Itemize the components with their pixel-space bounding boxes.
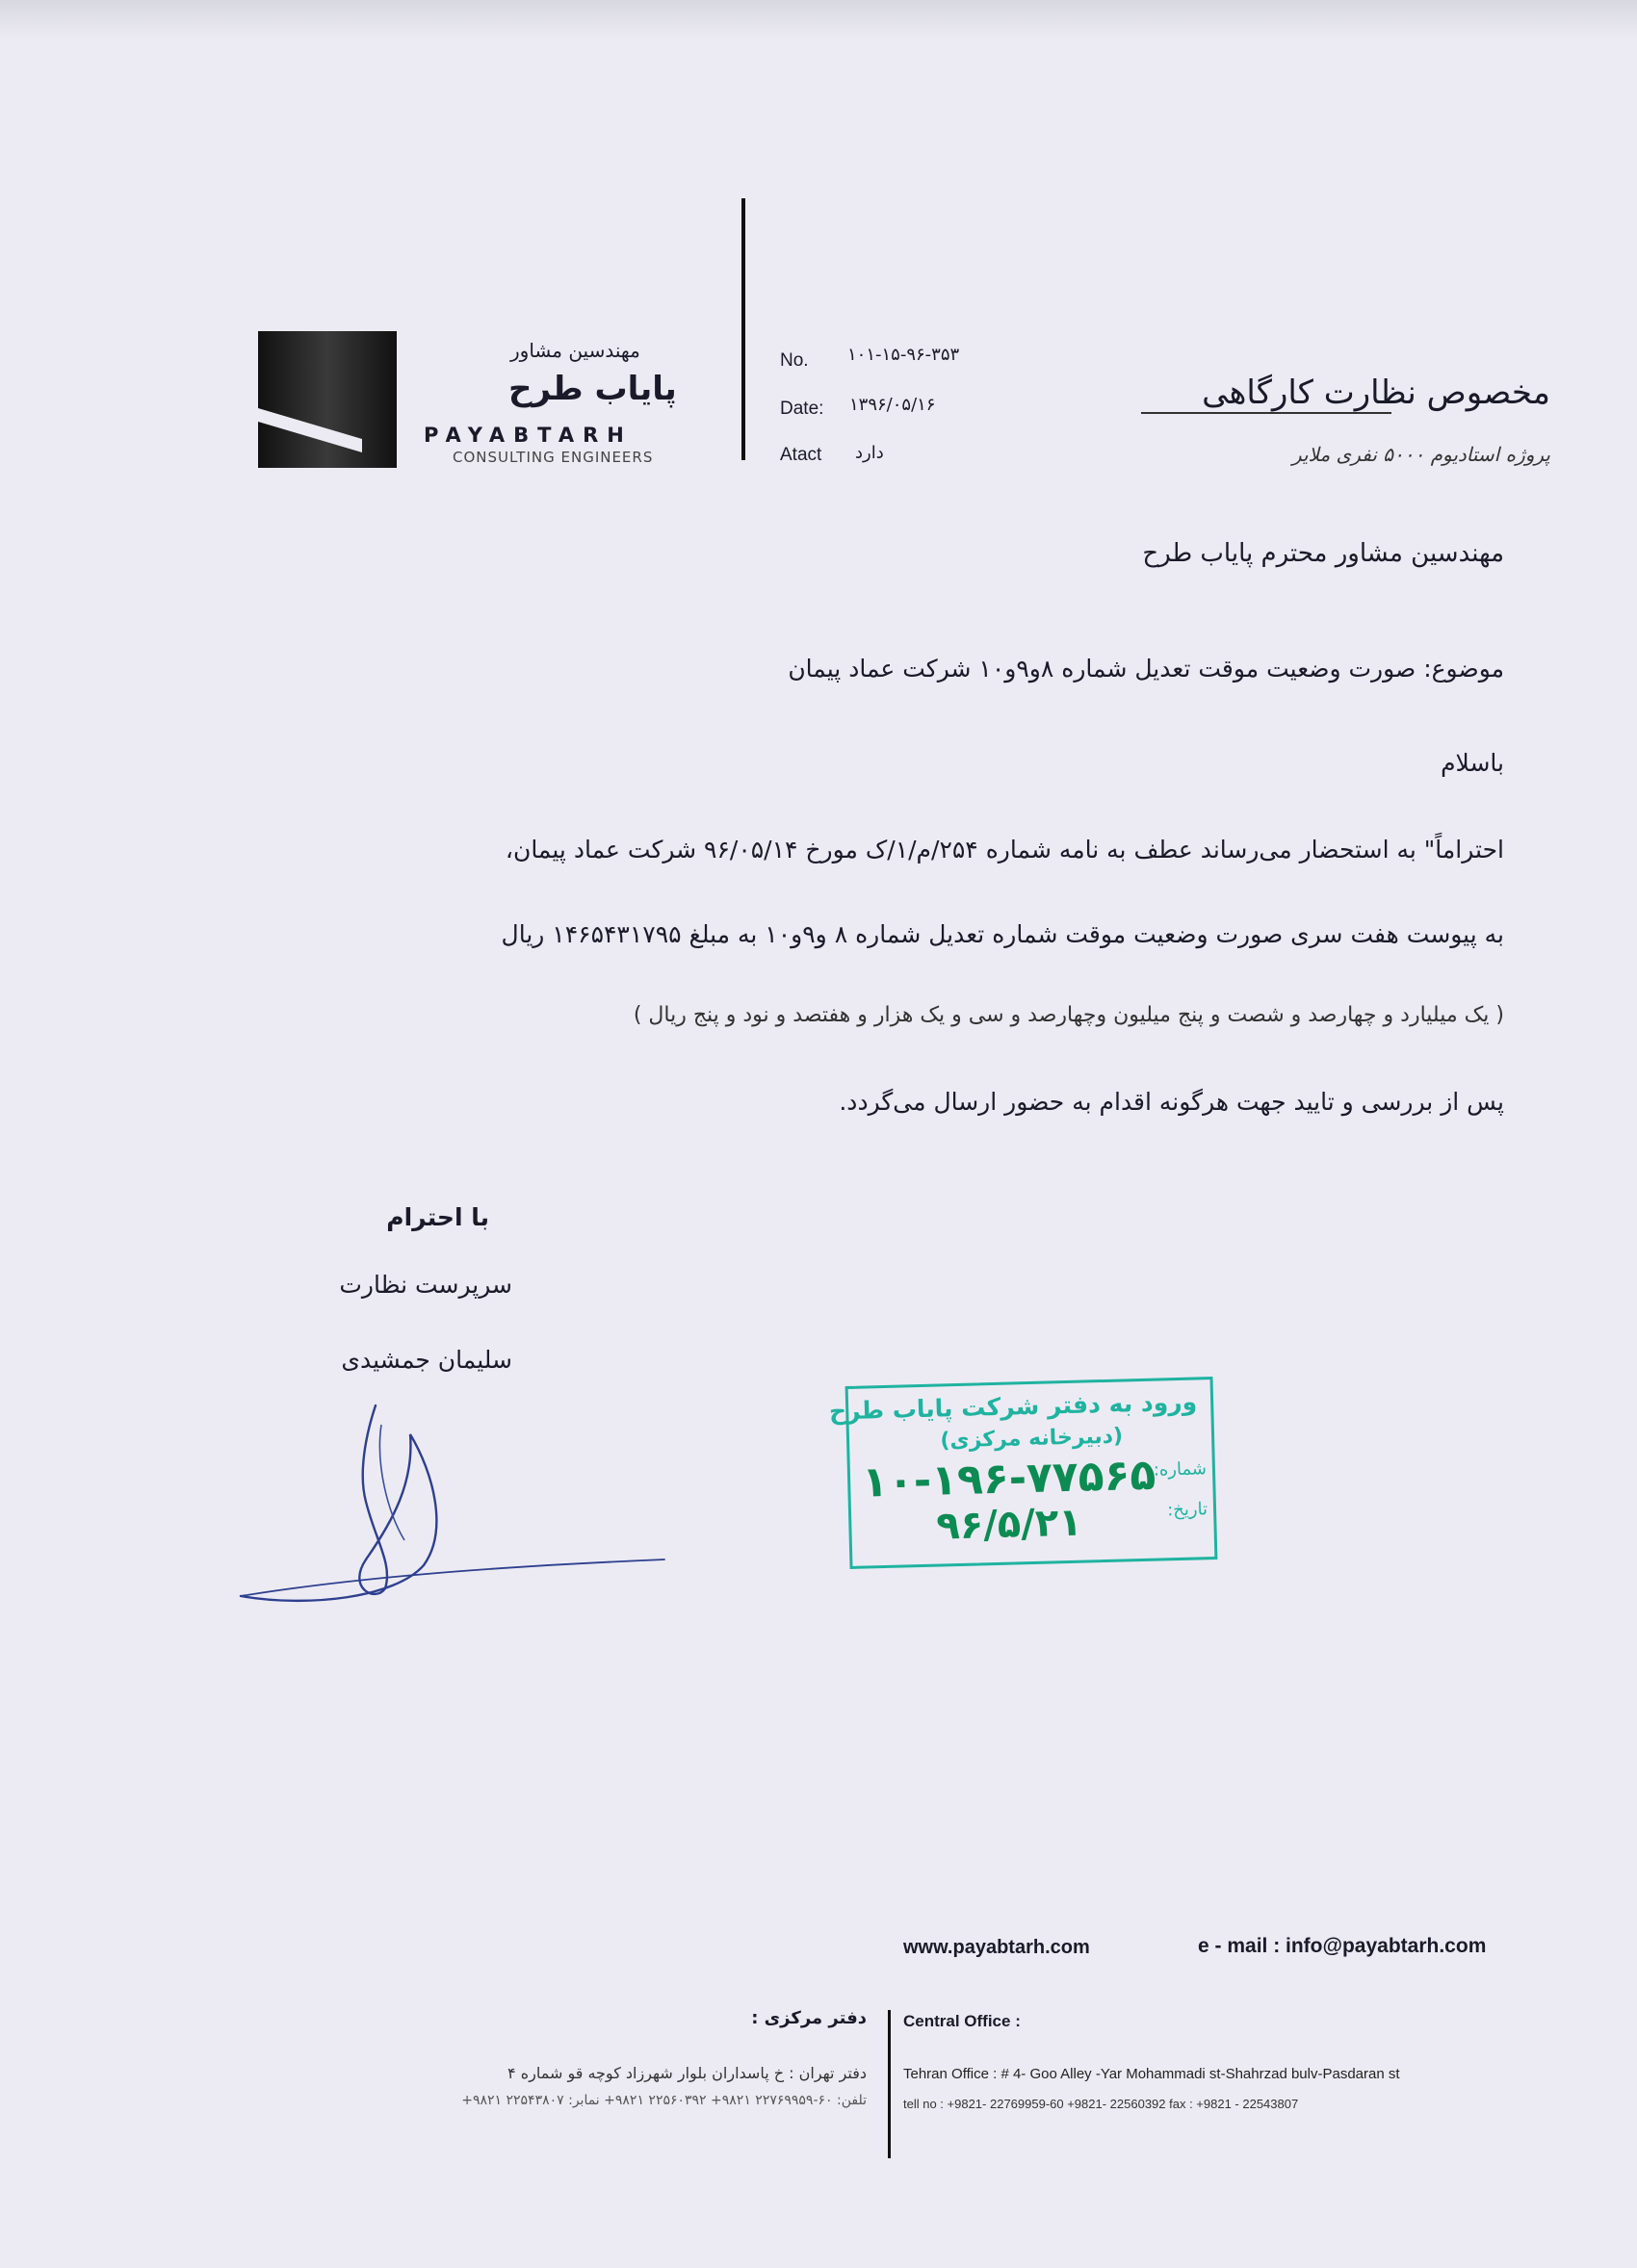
stamp-date-value: ۹۶/۵/۲۱ — [935, 1500, 1083, 1549]
tehran-phones-en: tell no : +9821- 22769959-60 +9821- 22560392 fax : +9821 - 22543807 — [903, 2097, 1299, 2111]
logo-company-subtitle-en: CONSULTING ENGINEERS — [453, 449, 654, 466]
attachment-value: دارد — [855, 443, 884, 463]
letter-number-label: No. — [780, 350, 809, 371]
title-underline — [1141, 412, 1391, 414]
company-logo-icon — [258, 331, 397, 468]
body-paragraph-line: ( یک میلیارد و چهارصد و شصت و پنج میلیون وچهارصد و سی و یک هزار و هفتصد و نود و پنج ریال ) — [633, 1003, 1504, 1027]
stamp-subtitle: (دبیرخانه مرکزی) — [940, 1424, 1124, 1454]
letter-date-value: ۱۳۹۶/۰۵/۱۶ — [849, 395, 936, 415]
closing-phrase: با احترام — [386, 1203, 489, 1231]
salutation: باسلام — [1441, 749, 1504, 777]
special-title: مخصوص نظارت کارگاهی — [1202, 374, 1550, 412]
recipient: مهندسین مشاور محترم پایاب طرح — [1142, 539, 1504, 568]
signatory-title: سرپرست نظارت — [339, 1271, 512, 1299]
logo-company-name-fa: پایاب طرح — [508, 370, 677, 408]
letter-number-value: ۱۰۱-۱۵-۹۶-۳۵۳ — [847, 345, 960, 365]
stamp-number-value: ۱۰-۱۹۶-۷۷۵۶۵ — [861, 1450, 1156, 1508]
stamp-number-label: شماره: — [1153, 1458, 1208, 1481]
body-paragraph-line: به پیوست هفت سری صورت وضعیت موقت شماره تعدیل شماره ۸ و۹و۱۰ به مبلغ ۱۴۶۵۴۳۱۷۹۵ ریال — [501, 920, 1504, 948]
tehran-address-fa: دفتر تهران : خ پاسداران بلوار شهرزاد کوچه قو شماره ۴ — [507, 2064, 867, 2082]
central-office-label-en: Central Office : — [903, 2012, 1021, 2030]
header-divider — [741, 198, 745, 460]
subject-line: موضوع: صورت وضعیت موقت تعدیل شماره ۸و۹و۱۰ شرکت عماد پیمان — [788, 655, 1504, 683]
tehran-phones-fa: تلفن: ۶۰-۲۲۷۶۹۹۵۹ ۹۸۲۱+ ۲۲۵۶۰۳۹۲ ۹۸۲۱+ نمابر: ۲۲۵۴۳۸۰۷ ۹۸۲۱+ — [461, 2093, 867, 2108]
project-name: پروژه استادیوم ۵۰۰۰ نفری ملایر — [1291, 443, 1550, 466]
footer-divider — [888, 2010, 891, 2158]
body-paragraph-line: پس از بررسی و تایید جهت هرگونه اقدام به حضور ارسال می‌گردد. — [839, 1088, 1504, 1116]
handwritten-signature — [231, 1396, 674, 1617]
logo-company-name-en: PAYABTARH — [424, 424, 633, 447]
letter-date-label: Date: — [780, 399, 824, 419]
central-office-label-fa: دفتر مرکزی : — [751, 2008, 867, 2028]
receipt-stamp — [828, 1377, 1218, 1569]
signatory-name: سلیمان جمشیدی — [341, 1346, 512, 1374]
footer-email: e - mail : info@payabtarh.com — [1198, 1935, 1487, 1957]
tehran-address-en: Tehran Office : # 4- Goo Alley -Yar Mohammadi st-Shahrzad bulv-Pasdaran st — [903, 2066, 1400, 2082]
body-paragraph-line: احتراماً" به استحضار می‌رساند عطف به نامه شماره ۲۵۴/م/۱/ک مورخ ۹۶/۰۵/۱۴ شرکت عماد پیمان، — [505, 836, 1504, 863]
stamp-date-label: تاریخ: — [1166, 1499, 1208, 1521]
attachment-label: Atact — [780, 445, 822, 465]
logo-company-subtitle-fa: مهندسین مشاور — [510, 339, 640, 362]
scan-edge — [0, 0, 1637, 39]
stamp-title: ورود به دفتر شرکت پایاب طرح — [828, 1387, 1198, 1426]
footer-website: www.payabtarh.com — [903, 1937, 1090, 1958]
